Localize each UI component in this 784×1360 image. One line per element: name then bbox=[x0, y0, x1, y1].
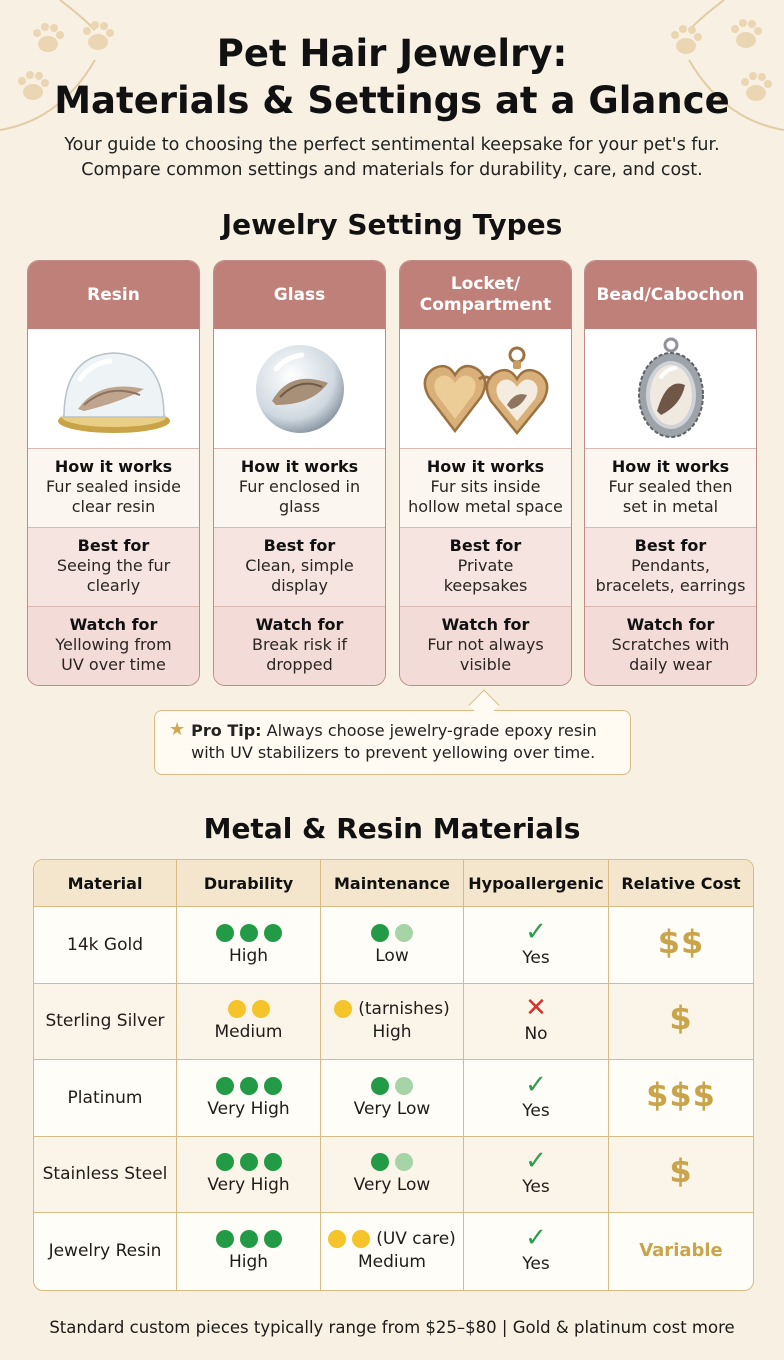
card-title: Locket/ Compartment bbox=[400, 261, 571, 329]
check-icon: ✓ bbox=[525, 1069, 547, 1100]
table-row bbox=[34, 907, 753, 984]
cost-cell: $ bbox=[609, 984, 753, 1061]
card-title: Glass bbox=[214, 261, 385, 329]
page-subtitle bbox=[20, 133, 764, 183]
card-title: Bead/Cabochon bbox=[585, 261, 756, 329]
watch-for-row: Watch for Scratches with daily wear bbox=[585, 607, 756, 686]
best-for-row: Best for Pendants, bracelets, earrings bbox=[585, 528, 756, 607]
hypoallergenic-cell: ✓ Yes bbox=[464, 907, 609, 984]
hypoallergenic-cell: ✓ Yes bbox=[464, 1213, 609, 1290]
material-cell: Sterling Silver bbox=[34, 984, 177, 1061]
table-row bbox=[34, 1213, 753, 1290]
settings-section-title: Jewelry Setting Types bbox=[221, 208, 563, 241]
hypoallergenic-cell: ✓ Yes bbox=[464, 1137, 609, 1214]
maintenance-rating bbox=[321, 1075, 463, 1097]
setting-card-resin bbox=[27, 260, 200, 686]
hypoallergenic-cell: ✕ No bbox=[464, 984, 609, 1061]
durability-rating bbox=[177, 1151, 320, 1173]
cost-cell: $$ bbox=[609, 907, 753, 984]
glass-orb-icon bbox=[250, 339, 350, 439]
star-icon: ★ bbox=[169, 719, 186, 740]
maintenance-rating bbox=[328, 1230, 346, 1248]
cross-icon: ✕ bbox=[525, 993, 547, 1024]
pro-tip-text-2: with UV stabilizers to prevent yellowing over time. bbox=[191, 743, 596, 762]
cost-cell: Variable bbox=[639, 1240, 723, 1262]
durability-cell: Very High bbox=[177, 1060, 321, 1137]
durability-cell: Very High bbox=[177, 1137, 321, 1214]
durability-cell: High bbox=[177, 1213, 321, 1290]
durability-rating bbox=[177, 922, 320, 944]
title-line-1: Pet Hair Jewelry: bbox=[216, 32, 568, 75]
heart-locket-icon bbox=[421, 339, 551, 439]
table-row bbox=[34, 984, 753, 1061]
durability-cell: Medium bbox=[177, 984, 321, 1061]
how-it-works-row: How it works Fur sealed then set in metal bbox=[585, 449, 756, 528]
durability-rating bbox=[177, 1075, 320, 1097]
pro-tip-text-1: Always choose jewelry-grade epoxy resin bbox=[266, 721, 597, 740]
maintenance-cell: (UV care) Medium bbox=[321, 1213, 464, 1290]
setting-card-glass bbox=[213, 260, 386, 686]
table-row bbox=[34, 1060, 753, 1137]
cost-cell: $ bbox=[609, 1137, 753, 1214]
resin-dome-icon bbox=[54, 339, 174, 439]
card-title: Resin bbox=[28, 261, 199, 329]
watch-for-row: Watch for Yellowing from UV over time bbox=[28, 607, 199, 686]
maintenance-rating bbox=[334, 1000, 352, 1018]
cost-cell: $$$ bbox=[609, 1060, 753, 1137]
cabochon-pendant-icon bbox=[631, 337, 711, 441]
page-title bbox=[0, 30, 784, 124]
watch-for-row: Watch for Fur not always visible bbox=[400, 607, 571, 686]
maintenance-cell: Low bbox=[321, 907, 464, 984]
material-cell: Platinum bbox=[34, 1060, 177, 1137]
how-it-works-row: How it works Fur sits inside hollow metal space bbox=[400, 449, 571, 528]
how-it-works-row: How it works Fur enclosed in glass bbox=[214, 449, 385, 528]
material-cell: Jewelry Resin bbox=[34, 1213, 177, 1290]
best-for-row: Best for Seeing the fur clearly bbox=[28, 528, 199, 607]
material-cell: Stainless Steel bbox=[34, 1137, 177, 1214]
best-for-row: Best for Private keepsakes bbox=[400, 528, 571, 607]
setting-card-locket bbox=[399, 260, 572, 686]
table-row bbox=[34, 1137, 753, 1214]
maintenance-cell: Very Low bbox=[321, 1137, 464, 1214]
maintenance-rating bbox=[321, 922, 463, 944]
maintenance-cell: (tarnishes) High bbox=[321, 984, 464, 1061]
table-header-row bbox=[34, 860, 753, 907]
column-header: Hypoallergenic bbox=[464, 860, 609, 907]
check-icon: ✓ bbox=[525, 1146, 547, 1177]
maintenance-rating bbox=[321, 1151, 463, 1173]
best-for-row: Best for Clean, simple display bbox=[214, 528, 385, 607]
pro-tip-callout bbox=[154, 710, 631, 775]
subtitle-line-2: Compare common settings and materials for durability, care, and cost. bbox=[81, 160, 703, 180]
durability-cell: High bbox=[177, 907, 321, 984]
watch-for-row: Watch for Break risk if dropped bbox=[214, 607, 385, 686]
durability-rating bbox=[177, 1228, 320, 1250]
column-header: Relative Cost bbox=[609, 860, 753, 907]
check-icon: ✓ bbox=[525, 916, 547, 947]
material-cell: 14k Gold bbox=[34, 907, 177, 984]
maintenance-cell: Very Low bbox=[321, 1060, 464, 1137]
materials-section-title: Metal & Resin Materials bbox=[203, 812, 581, 845]
footer-note: Standard custom pieces typically range from $25–$80 | Gold & platinum cost more bbox=[49, 1318, 735, 1337]
durability-rating bbox=[177, 998, 320, 1020]
column-header: Maintenance bbox=[321, 860, 464, 907]
how-it-works-row: How it works Fur sealed inside clear resin bbox=[28, 449, 199, 528]
subtitle-line-1: Your guide to choosing the perfect sentimental keepsake for your pet's fur. bbox=[64, 135, 720, 155]
hypoallergenic-cell: ✓ Yes bbox=[464, 1060, 609, 1137]
column-header: Material bbox=[34, 860, 177, 907]
pro-tip-label: Pro Tip: bbox=[191, 721, 262, 740]
check-icon: ✓ bbox=[525, 1223, 547, 1254]
column-header: Durability bbox=[177, 860, 321, 907]
setting-card-cabochon bbox=[584, 260, 757, 686]
materials-table bbox=[33, 859, 754, 1291]
title-line-2: Materials & Settings at a Glance bbox=[54, 79, 730, 122]
